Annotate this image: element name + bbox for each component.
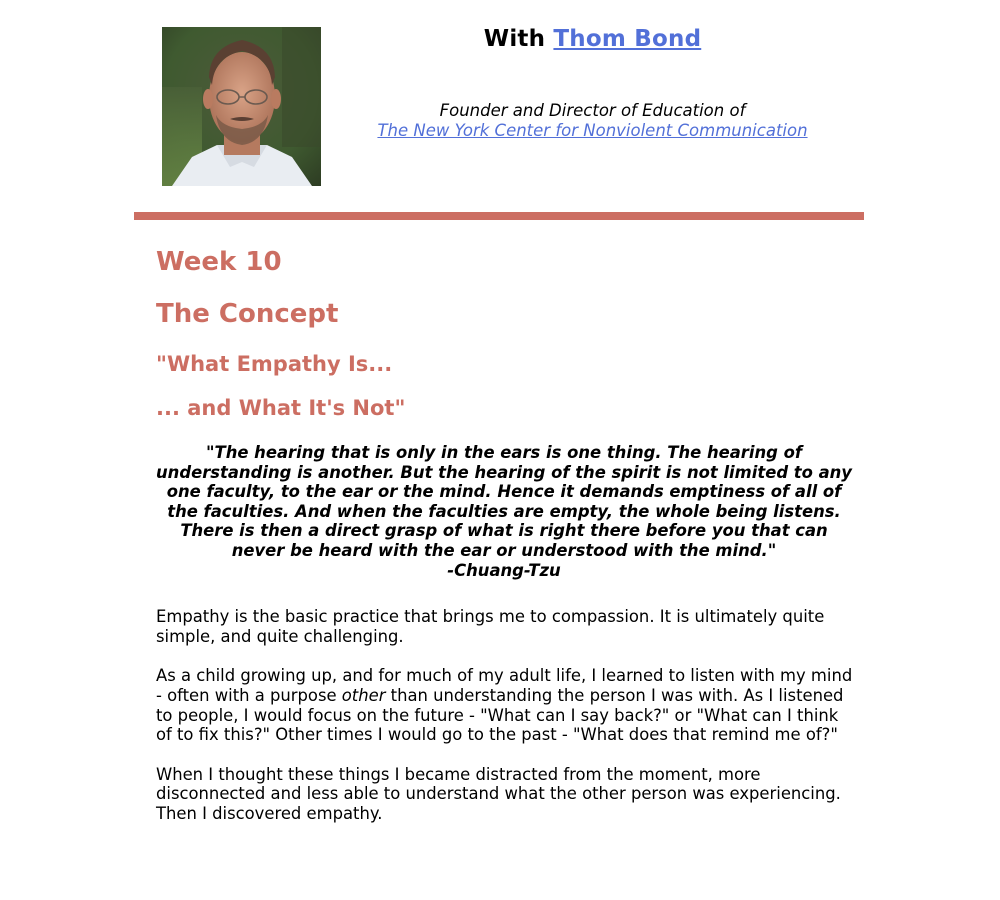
role-text: Founder and Director of Education of: [439, 101, 746, 120]
quote-text: "The hearing that is only in the ears is one thing. The hearing of understanding is another. But the hearing of the spirit is not limited to any one faculty, to the ear or the mind. Hence it demands emptiness of all of the faculties. And when the faculties are empty, the whole being listens. There is then a direct grasp of what is right there before you that can never be heard with the ear or understood with the mind.": [156, 443, 852, 560]
with-label: With: [483, 26, 546, 52]
quote-block: [154, 443, 854, 580]
paragraph-2-end: than understanding the person I was with. As I listened to people, I would focus on the future - "What can I say back?" or "What can I think of to fix this?" Other times I would go to the past - "What does that remind me of?": [156, 685, 844, 745]
author-name-link[interactable]: Thom Bond: [553, 26, 702, 52]
organization-link[interactable]: The New York Center for Nonviolent Communication: [377, 121, 808, 140]
page-header: [134, 0, 864, 212]
subtitle-line-2: ... and What It's Not": [156, 396, 406, 420]
author-heading: [321, 26, 864, 52]
paragraph-1: Empathy is the basic practice that brings me to compassion. It is ultimately quite simple, and quite challenging.: [156, 607, 825, 646]
paragraph-3: When I thought these things I became distracted from the moment, more disconnected and less able to understand what the other person was experiencing. Then I discovered empathy.: [156, 764, 841, 823]
quote-attribution: -Chuang-Tzu: [447, 560, 561, 580]
week-heading: Week 10: [156, 247, 282, 277]
paragraph-2: [156, 666, 856, 744]
author-photo: [162, 27, 321, 186]
paragraph-2-start: As a child growing up, and for much of my adult life, I learned to listen with my mind - often with a purpose: [156, 666, 853, 705]
article-content: [156, 240, 856, 824]
concept-heading: The Concept: [156, 299, 339, 329]
author-title: [321, 101, 864, 141]
section-divider: [134, 212, 864, 220]
paragraph-2-emphasis: other: [341, 685, 386, 705]
subtitle-line-1: "What Empathy Is...: [156, 352, 393, 376]
